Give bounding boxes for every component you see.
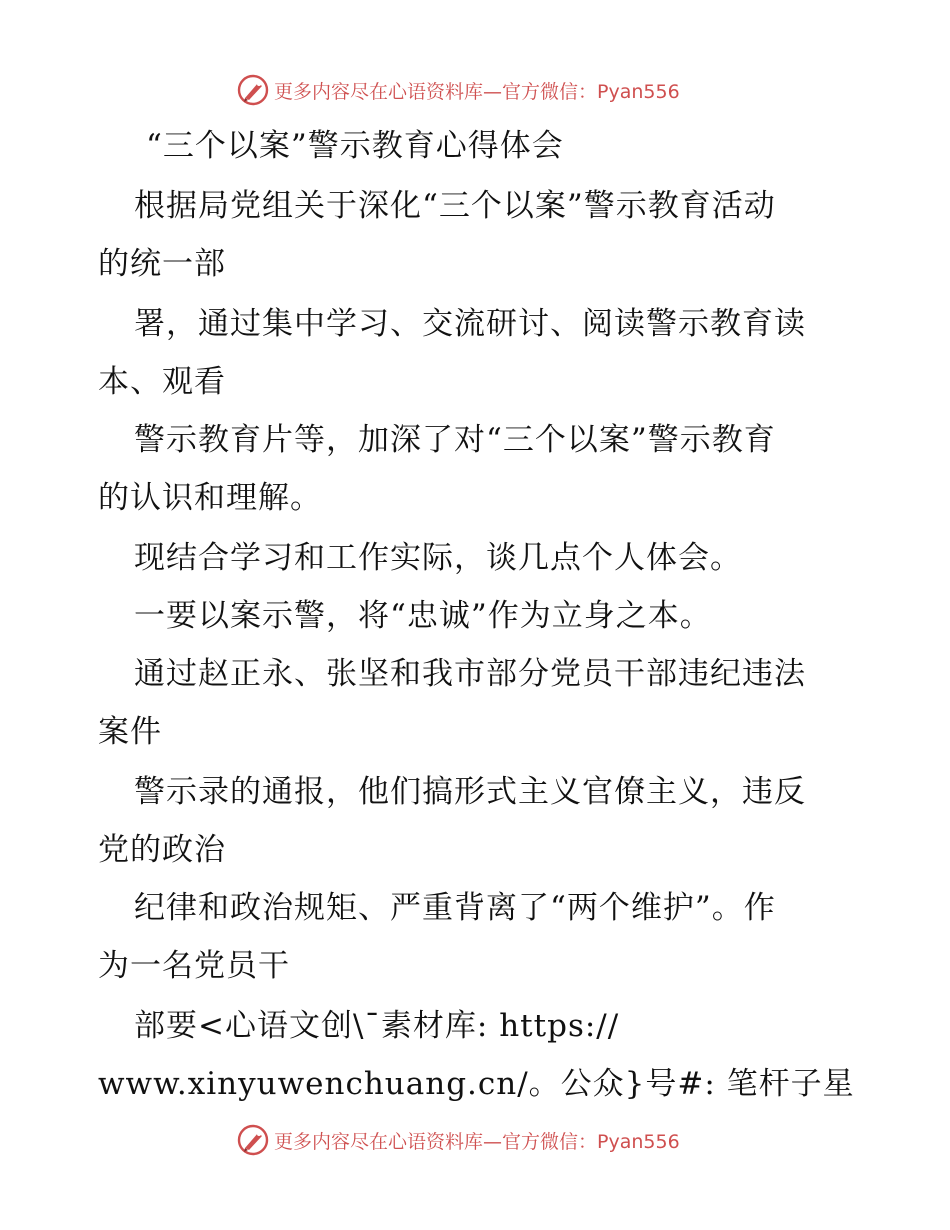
text-line: 一要以案示警，将“忠诚”作为立身之本。 <box>134 598 712 634</box>
watermark-text: 更多内容尽在心语资料库—官方微信：Pyan556 <box>274 80 680 103</box>
document-title: “三个以案”警示教育心得体会 <box>146 128 564 164</box>
pen-seal-icon <box>236 1123 270 1157</box>
text-line: 警示录的通报，他们搞形式主义官僚主义，违反 <box>134 774 806 810</box>
text-line: 部要<心语文创\¯素材库: https:// <box>134 1008 620 1044</box>
watermark-text: 更多内容尽在心语资料库—官方微信：Pyan556 <box>274 1130 680 1153</box>
text-line: 案件 <box>98 714 162 750</box>
text-line: 的认识和理解。 <box>98 480 322 516</box>
footer-watermark <box>236 1122 680 1158</box>
text-line: 警示教育片等，加深了对“三个以案”警示教育 <box>134 422 776 458</box>
text-line: 通过赵正永、张坚和我市部分党员干部违纪违法 <box>134 656 806 692</box>
text-line: 的统一部 <box>98 246 226 282</box>
text-line: www.xinyuwenchuang.cn/。公众}号#: 笔杆子星 <box>98 1066 855 1102</box>
text-line: 纪律和政治规矩、严重背离了“两个维护”。作 <box>134 890 776 926</box>
text-line: 根据局党组关于深化“三个以案”警示教育活动 <box>134 188 776 224</box>
text-line: 本、观看 <box>98 364 226 400</box>
text-line: 署，通过集中学习、交流研讨、阅读警示教育读 <box>134 306 806 342</box>
text-line: 现结合学习和工作实际，谈几点个人体会。 <box>134 540 742 576</box>
text-line: 党的政治 <box>98 832 226 868</box>
text-line: 为一名党员干 <box>98 948 290 984</box>
